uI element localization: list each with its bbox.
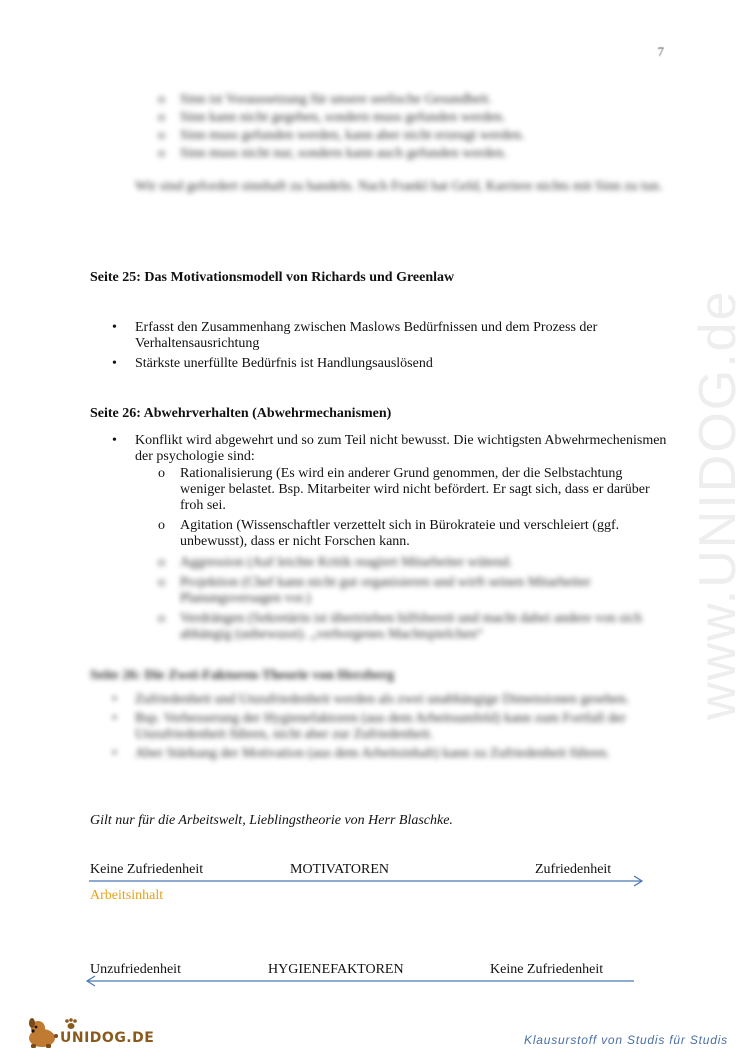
top-blur-list [158, 92, 678, 164]
list-item: o Aggression (Auf leichte Kritik reagiert Mitarbeiter wütend. [158, 555, 513, 570]
section-26b-heading: Seite 26: Die Zwei-Faktoren-Theorie von Herzberg [90, 668, 395, 683]
list-item: • Zufriedenheit und Unzufriedenheit werden als zwei unabhängige Dimensionen gesehen. [112, 692, 630, 707]
diagram-bottom-arrow [82, 974, 642, 988]
diagram-bottom-right-label: Keine Zufriedenheit [490, 962, 604, 977]
list-item: o Rationalisierung (Es wird ein anderer Grund genommen, der die Selbstachtung weniger belastet. Bsp. Mitarbeiter wird nicht befördert. Er sagt sich, dass er darüber froh sei. [158, 466, 650, 513]
page-number: 7 [657, 44, 664, 59]
list-item: • Bsp. Verbesserung der Hygienefaktoren (aus dem Arbeitsumfeld) kann zum Fortfall der Unzufriedenheit führen, nicht aber zur Zufriedenheit. [112, 711, 626, 742]
list-item: • Konflikt wird abgewehrt und so zum Teil nicht bewusst. Die wichtigsten Abwehrmechenismen der psychologie sind: [112, 433, 667, 464]
section-25-bullets [112, 320, 667, 372]
diagram-bottom-center-label: HYGIENEFAKTOREN [268, 962, 404, 977]
top-blur-paragraph: Wir sind gefordert sinnhaft zu handeln. Nach Frankl hat Geld, Karriere nichts mit Sinn zu tun. [135, 179, 663, 194]
section-26-heading: Seite 26: Abwehrverhalten (Abwehrmechanismen) [90, 406, 392, 421]
list-item: • Erfasst den Zusammenhang zwischen Maslows Bedürfnissen und dem Prozess der Verhaltensausrichtung [112, 320, 598, 351]
list-item: o Sinn ist Voraussetzung für unsere seelische Gesundheit. [158, 92, 492, 107]
list-item: o Verdrängen (Sekretärin ist übertrieben hilfsbereit und macht dabei andere von sich abhängig (unbewusst). „verborgenes Machtspielchen“ [158, 611, 642, 642]
list-item: o Sinn muss nicht nur, sondern kann auch gefunden werden. [158, 146, 507, 161]
list-item: • Stärkste unerfüllte Bedürfnis ist Handlungsauslösend [112, 356, 433, 371]
section-26b-bullets [112, 692, 657, 762]
section-25-heading: Seite 25: Das Motivationsmodell von Richards und Greenlaw [90, 270, 455, 285]
list-item: • Aber Stärkung der Motivation (aus dem Arbeitsinhalt) kann zu Zufriedenheit führen. [112, 746, 610, 761]
footer-brand: UNIDOG.DE [60, 1030, 155, 1046]
section-26-bullet [112, 433, 667, 465]
list-item: o Sinn muss gefunden werden, kann aber nicht erzeugt werden. [158, 128, 525, 143]
diagram-top-left-label: Keine Zufriedenheit [90, 862, 204, 877]
unidog-logo-icon [22, 1016, 62, 1050]
diagram-top-arrow [88, 874, 648, 888]
section-26-sub-list [158, 466, 668, 554]
diagram-bottom-left-label: Unzufriedenheit [90, 962, 181, 977]
footer-slogan: Klausurstoff von Studis für Studis [524, 1033, 728, 1047]
section-26-sub-blur [158, 555, 668, 643]
diagram-top-center-label: MOTIVATOREN [290, 862, 390, 877]
diagram-top-sub-label: Arbeitsinhalt [90, 888, 164, 903]
note-text: Gilt nur für die Arbeitswelt, Lieblingstheorie von Herr Blaschke. [90, 813, 453, 828]
list-item: o Sinn kann nicht gegeben, sondern muss gefunden werden. [158, 110, 506, 125]
list-item: o Agitation (Wissenschaftler verzettelt sich in Bürokrateie und verschleiert (ggf. unbewusst), dass er nicht Forschen kann. [158, 518, 620, 549]
paw-icon [64, 1018, 78, 1030]
watermark: www.UNIDOG.de [689, 289, 747, 720]
list-item: o Projektion (Chef kann nicht gut organisieren und wirft seinen Mitarbeiter Planungsversagen vor.) [158, 575, 591, 606]
diagram-top-right-label: Zufriedenheit [535, 862, 612, 877]
